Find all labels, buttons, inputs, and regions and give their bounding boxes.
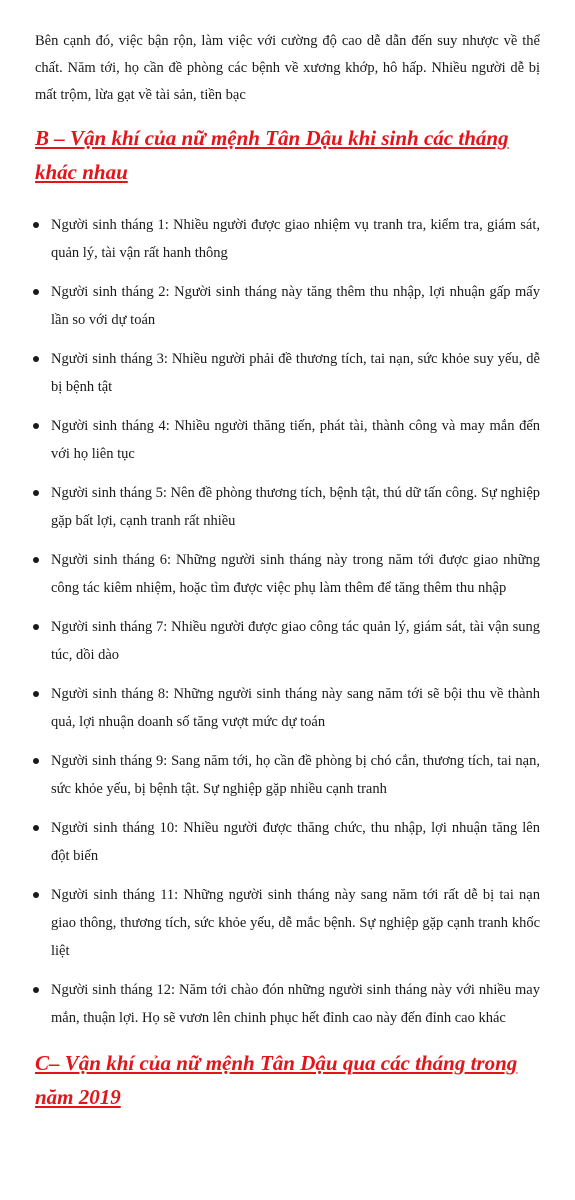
list-item-text: Người sinh tháng 10: Nhiều người được thăng chức, thu nhập, lợi nhuận tăng lên đột biến — [51, 820, 540, 864]
list-item-month-8 — [35, 680, 540, 736]
list-item-month-2 — [35, 278, 540, 334]
list-item-text: Người sinh tháng 4: Nhiều người thăng tiến, phát tài, thành công và may mắn đến với họ liên tục — [51, 418, 540, 462]
bullet-icon — [33, 691, 39, 697]
bullet-icon — [33, 423, 39, 429]
list-item-text: Người sinh tháng 3: Nhiều người phải đề thương tích, tai nạn, sức khỏe suy yếu, dễ bị bệnh tật — [51, 351, 540, 395]
bullet-icon — [33, 557, 39, 563]
list-item-month-11 — [35, 881, 540, 965]
bullet-icon — [33, 758, 39, 764]
list-item-text: Người sinh tháng 9: Sang năm tới, họ cần đề phòng bị chó cắn, thương tích, tai nạn, sức khỏe yếu, bị bệnh tật. Sự nghiệp gặp nhiều cạnh tranh — [51, 753, 540, 797]
list-item-text: Người sinh tháng 11: Những người sinh tháng này sang năm tới rất dễ bị tai nạn giao thông, thương tích, sức khỏe yếu, dễ mắc bệnh. Sự nghiệp gặp cạnh tranh khốc liệt — [51, 887, 540, 959]
list-item-month-7 — [35, 613, 540, 669]
list-item-month-3 — [35, 345, 540, 401]
bullet-icon — [33, 624, 39, 630]
section-c-heading: C– Vận khí của nữ mệnh Tân Dậu qua các tháng trong năm 2019 — [35, 1051, 518, 1109]
bullet-icon — [33, 289, 39, 295]
list-item-month-10 — [35, 814, 540, 870]
list-item-month-1 — [35, 211, 540, 267]
bullet-icon — [33, 356, 39, 362]
list-item-text: Người sinh tháng 1: Nhiều người được giao nhiệm vụ tranh tra, kiểm tra, giám sát, quản lý, tài vận rất hanh thông — [51, 217, 540, 261]
list-item-text: Người sinh tháng 2: Người sinh tháng này tăng thêm thu nhập, lợi nhuận gấp mấy lần so với dự toán — [51, 284, 540, 328]
list-item-text: Người sinh tháng 6: Những người sinh tháng này trong năm tới được giao những công tác kiêm nhiệm, hoặc tìm được việc phụ làm thêm để tăng thêm thu nhập — [51, 552, 540, 596]
list-item-text: Người sinh tháng 8: Những người sinh tháng này sang năm tới sẽ bội thu về thành quả, lợi nhuận doanh số tăng vượt mức dự toán — [51, 686, 540, 730]
bullet-icon — [33, 222, 39, 228]
intro-paragraph: Bên cạnh đó, việc bận rộn, làm việc với cường độ cao dễ dẫn đến suy nhược về thể chất. Năm tới, họ cần đề phòng các bệnh về xương khớp, hô hấp. Nhiều người dễ bị mất trộm, lừa gạt về tài sản, tiền bạc — [35, 33, 540, 103]
bullet-icon — [33, 825, 39, 831]
list-item-month-4 — [35, 412, 540, 468]
list-item-text: Người sinh tháng 12: Năm tới chào đón những người sinh tháng này với nhiều may mắn, thuận lợi. Họ sẽ vươn lên chinh phục hết đỉnh cao này đến đỉnh cao khác — [51, 982, 540, 1026]
birth-month-list — [35, 211, 540, 1032]
list-item-text: Người sinh tháng 7: Nhiều người được giao công tác quản lý, giám sát, tài vận sung túc, dồi dào — [51, 619, 540, 663]
bullet-icon — [33, 987, 39, 993]
list-item-month-12 — [35, 976, 540, 1032]
bullet-icon — [33, 490, 39, 496]
section-b-heading: B – Vận khí của nữ mệnh Tân Dậu khi sinh các tháng khác nhau — [35, 126, 509, 184]
list-item-text: Người sinh tháng 5: Nên đề phòng thương tích, bệnh tật, thú dữ tấn công. Sự nghiệp gặp bất lợi, cạnh tranh rất nhiều — [51, 485, 540, 529]
list-item-month-6 — [35, 546, 540, 602]
list-item-month-9 — [35, 747, 540, 803]
list-item-month-5 — [35, 479, 540, 535]
bullet-icon — [33, 892, 39, 898]
